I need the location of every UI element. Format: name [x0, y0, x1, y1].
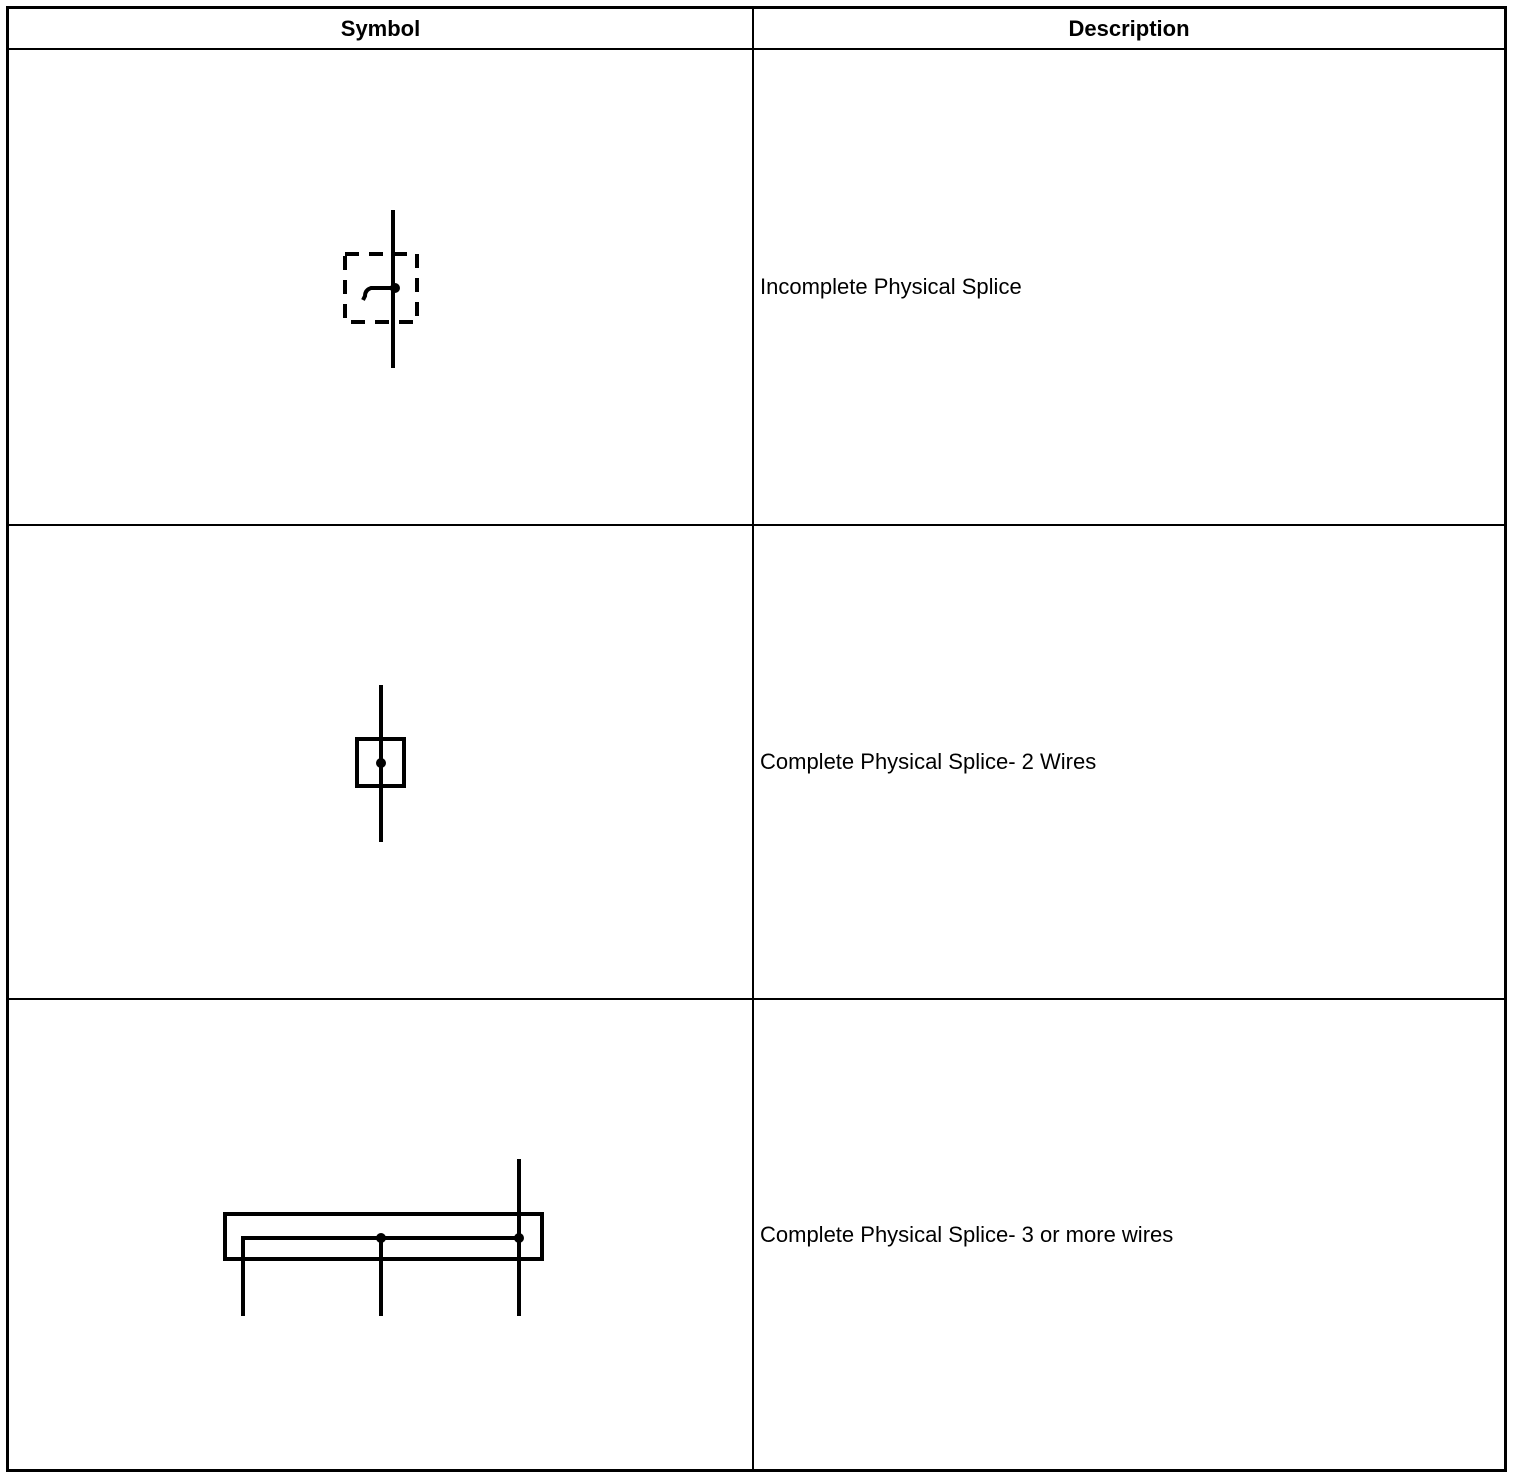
- complete-splice-2-wires-icon: [9, 526, 752, 998]
- symbol-cell: [9, 50, 752, 524]
- table-row: [9, 1000, 1504, 1469]
- incomplete-splice-icon: [9, 50, 752, 524]
- complete-splice-3-or-more-icon: [9, 1000, 752, 1469]
- header-symbol: Symbol: [340, 15, 421, 41]
- description-cell: Incomplete Physical Splice: [760, 274, 1022, 299]
- description-cell: Complete Physical Splice- 3 or more wires: [760, 1221, 1174, 1247]
- table-row: [9, 50, 1504, 524]
- table-row: [9, 526, 1504, 998]
- symbol-table: [6, 6, 1507, 1472]
- table-header: [9, 9, 1504, 50]
- description-cell: Complete Physical Splice- 2 Wires: [760, 749, 1097, 774]
- symbol-cell: [9, 1000, 752, 1469]
- header-description: Description: [1068, 15, 1190, 41]
- symbol-cell: [9, 526, 752, 998]
